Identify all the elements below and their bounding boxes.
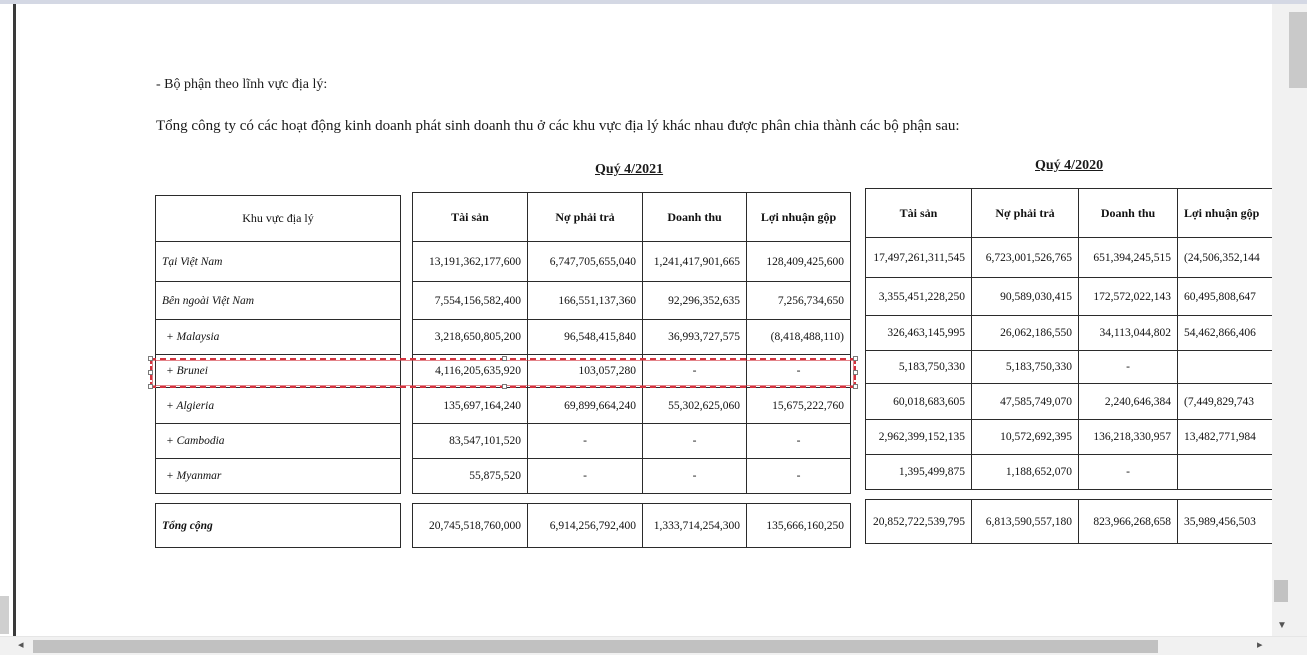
horizontal-scroll-thumb[interactable] — [33, 640, 1158, 653]
cell-value: 60,495,808,647 — [1178, 278, 1290, 316]
cell-total: 20,745,518,760,000 — [413, 504, 528, 548]
region-header: Khu vực địa lý — [156, 196, 401, 242]
column-header: Tài sản — [413, 193, 528, 242]
column-header: Lợi nhuận gộp — [1178, 189, 1290, 238]
spacer-cell — [866, 490, 1290, 500]
column-header: Doanh thu — [1079, 189, 1178, 238]
cell-value: 128,409,425,600 — [747, 242, 851, 282]
cell-value: 36,993,727,575 — [643, 320, 747, 355]
table-row — [866, 238, 1290, 278]
table-row — [413, 424, 851, 459]
cell-value: - — [1079, 351, 1178, 384]
section-title: - Bộ phận theo lĩnh vực địa lý: — [156, 77, 328, 92]
cell-value: 13,191,362,177,600 — [413, 242, 528, 282]
cell-value: 651,394,245,515 — [1079, 238, 1178, 278]
resize-handle[interactable] — [148, 356, 153, 361]
intro-paragraph: Tổng công ty có các hoạt động kinh doanh phát sinh doanh thu ở các khu vực địa lý khác nhau được phân chia thành các bộ phận sau: — [156, 118, 960, 134]
cell-value: - — [528, 459, 643, 494]
region-label: + Brunei — [156, 355, 401, 388]
cell-value: 34,113,044,802 — [1079, 316, 1178, 351]
cell-value: 1,188,652,070 — [972, 455, 1079, 490]
spacer-cell — [413, 494, 851, 504]
cell-value: 69,899,664,240 — [528, 388, 643, 424]
table-row — [866, 351, 1290, 384]
cell-value: 6,747,705,655,040 — [528, 242, 643, 282]
cell-value: 2,962,399,152,135 — [866, 420, 972, 455]
cell-value: 60,018,683,605 — [866, 384, 972, 420]
cell-total: 6,813,590,557,180 — [972, 500, 1079, 544]
cell-value: 55,302,625,060 — [643, 388, 747, 424]
cell-value: 135,697,164,240 — [413, 388, 528, 424]
cell-value: - — [747, 459, 851, 494]
cell-value: (8,418,488,110) — [747, 320, 851, 355]
table-row-total — [413, 504, 851, 548]
cell-value: 1,241,417,901,665 — [643, 242, 747, 282]
table-row — [866, 316, 1290, 351]
cell-value: 7,256,734,650 — [747, 282, 851, 320]
column-header: Nợ phải trả — [528, 193, 643, 242]
resize-handle[interactable] — [853, 356, 858, 361]
vertical-scroll-thumb-secondary[interactable] — [1274, 580, 1288, 602]
resize-handle[interactable] — [148, 384, 153, 389]
region-label: + Malaysia — [156, 320, 401, 355]
table-row — [413, 459, 851, 494]
cell-value: 5,183,750,330 — [972, 351, 1079, 384]
spacer-cell — [156, 494, 401, 504]
cell-value: 26,062,186,550 — [972, 316, 1079, 351]
vertical-scrollbar[interactable] — [1272, 4, 1307, 636]
document-page — [0, 4, 1272, 636]
cell-value: 166,551,137,360 — [528, 282, 643, 320]
scroll-down-arrow-icon[interactable]: ▼ — [1277, 620, 1287, 631]
cell-value: - — [747, 355, 851, 388]
table-row — [866, 278, 1290, 316]
resize-handle[interactable] — [502, 356, 507, 361]
scroll-left-arrow-icon[interactable]: ◂ — [18, 639, 24, 651]
cell-value: 172,572,022,143 — [1079, 278, 1178, 316]
cell-value: - — [643, 459, 747, 494]
table-row — [866, 420, 1290, 455]
cell-value: 54,462,866,406 — [1178, 316, 1290, 351]
selection-box-inner — [152, 360, 854, 386]
total-label: Tổng cộng — [156, 504, 401, 548]
column-header: Nợ phải trả — [972, 189, 1079, 238]
cell-value: (7,449,829,743 — [1178, 384, 1290, 420]
cell-total: 1,333,714,254,300 — [643, 504, 747, 548]
cell-value: 5,183,750,330 — [866, 351, 972, 384]
cell-value: (24,506,352,144 — [1178, 238, 1290, 278]
cell-value: 1,395,499,875 — [866, 455, 972, 490]
table-row — [413, 282, 851, 320]
cell-value: 13,482,771,984 — [1178, 420, 1290, 455]
cell-value: 92,296,352,635 — [643, 282, 747, 320]
left-scroll-block — [0, 596, 9, 634]
cell-value: 2,240,646,384 — [1079, 384, 1178, 420]
resize-handle[interactable] — [853, 370, 858, 375]
table-row — [413, 388, 851, 424]
table-row — [413, 242, 851, 282]
table-q4-2020 — [865, 188, 1290, 544]
period-label-2020: Quý 4/2020 — [1035, 158, 1104, 173]
cell-value: 136,218,330,957 — [1079, 420, 1178, 455]
cell-value: 96,548,415,840 — [528, 320, 643, 355]
cell-total: 135,666,160,250 — [747, 504, 851, 548]
column-header: Lợi nhuận gộp — [747, 193, 851, 242]
table-row-total — [866, 500, 1290, 544]
cell-value: 90,589,030,415 — [972, 278, 1079, 316]
cell-value: - — [643, 355, 747, 388]
period-label-2021: Quý 4/2021 — [595, 162, 664, 177]
scroll-right-arrow-icon[interactable]: ▸ — [1257, 639, 1263, 651]
cell-value: 3,218,650,805,200 — [413, 320, 528, 355]
page-left-border — [13, 4, 16, 636]
cell-total: 823,966,268,658 — [1079, 500, 1178, 544]
cell-value: 326,463,145,995 — [866, 316, 972, 351]
cell-value: 103,057,280 — [528, 355, 643, 388]
cell-value: 4,116,205,635,920 — [413, 355, 528, 388]
cell-value: - — [643, 424, 747, 459]
vertical-scroll-thumb[interactable] — [1289, 12, 1307, 88]
cell-value: 47,585,749,070 — [972, 384, 1079, 420]
region-label: + Myanmar — [156, 459, 401, 494]
cell-value: 7,554,156,582,400 — [413, 282, 528, 320]
resize-handle[interactable] — [502, 384, 507, 389]
resize-handle[interactable] — [853, 384, 858, 389]
cell-value: 55,875,520 — [413, 459, 528, 494]
column-header: Doanh thu — [643, 193, 747, 242]
region-label: + Algieria — [156, 388, 401, 424]
cell-total: 35,989,456,503 — [1178, 500, 1290, 544]
cell-value: - — [528, 424, 643, 459]
cell-total: 6,914,256,792,400 — [528, 504, 643, 548]
cell-value: 10,572,692,395 — [972, 420, 1079, 455]
cell-value: - — [1079, 455, 1178, 490]
resize-handle[interactable] — [148, 370, 153, 375]
cell-value: 6,723,001,526,765 — [972, 238, 1079, 278]
cell-value: - — [747, 424, 851, 459]
cell-total: 20,852,722,539,795 — [866, 500, 972, 544]
table-row — [866, 384, 1290, 420]
table-row — [866, 455, 1290, 490]
cell-value: 15,675,222,760 — [747, 388, 851, 424]
cell-value: 17,497,261,311,545 — [866, 238, 972, 278]
column-header: Tài sản — [866, 189, 972, 238]
region-label: + Cambodia — [156, 424, 401, 459]
region-label: Tại Việt Nam — [156, 242, 401, 282]
region-label: Bên ngoài Việt Nam — [156, 282, 401, 320]
cell-value: 3,355,451,228,250 — [866, 278, 972, 316]
cell-value: 83,547,101,520 — [413, 424, 528, 459]
table-row — [413, 320, 851, 355]
